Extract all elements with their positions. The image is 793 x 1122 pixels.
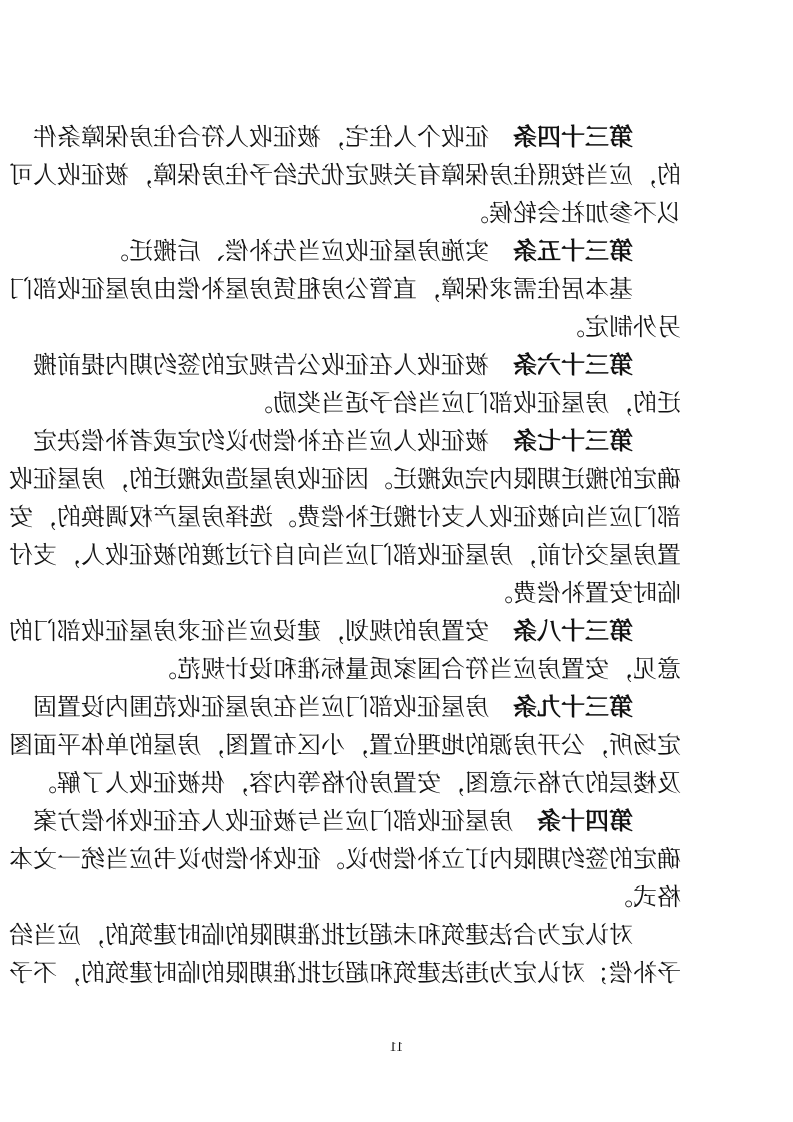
- body-line: 基本居住需求保障，直管公房租赁房屋补偿由房屋征收部门: [9, 275, 633, 303]
- body-line: 的，应当按照住房保障有关规定优先给予住房保障，被征收人可: [9, 161, 681, 189]
- article-heading: 第三十六条: [513, 351, 633, 379]
- article-text: 实施房屋征收应当先补偿、后搬迁。: [105, 237, 489, 265]
- article-text: 征收个人住宅，被征收人符合住房保障条件: [33, 123, 489, 151]
- body-line: 临时安置补偿费。: [489, 579, 681, 607]
- body-line: 以不参加社会轮候。: [465, 199, 681, 227]
- body-line: [33, 802, 681, 840]
- body-line: 及楼层的方格示意图，安置房价格等内容，供被征收人了解。: [33, 769, 681, 797]
- body-line: [33, 422, 681, 460]
- body-line: [33, 118, 681, 156]
- article-heading: 第三十四条: [513, 123, 633, 151]
- document-body: [9, 118, 681, 992]
- body-line: 迁的，房屋征收部门应当给予适当奖励。: [249, 389, 681, 417]
- article-text: 被征收人在征收公告规定的签约期内提前搬: [33, 351, 489, 379]
- body-line: 格式。: [609, 883, 681, 911]
- body-line: 部门应当向被征收人支付搬迁补偿费。选择房屋产权调换的，安: [9, 503, 681, 531]
- article-heading: 第三十八条: [513, 617, 633, 645]
- body-line: 确定的搬迁期限内完成搬迁。因征收房屋造成搬迁的，房屋征收: [9, 465, 681, 493]
- body-line: 意见，安置房应当符合国家质量标准和设计规范。: [153, 655, 681, 683]
- article-heading: 第三十九条: [513, 693, 633, 721]
- body-line: 置房屋交付前，房屋征收部门应当向自行过渡的被征收人，支付: [9, 541, 681, 569]
- article-text: 房屋征收部门应当与被征收人在征收补偿方案: [33, 807, 513, 835]
- article-text: 被征收人应当在补偿协议约定或者补偿决定: [33, 427, 489, 455]
- body-line: 定场所，公开房源的地理位置，小区布置图，房屋的单体平面图: [9, 731, 681, 759]
- body-line: 予补偿；对认定为违法建筑和超过批准期限的临时建筑的，不予: [9, 959, 681, 987]
- article-heading: 第三十五条: [513, 237, 633, 265]
- article-text: 房屋征收部门应当在房屋征收范围内设置固: [33, 693, 489, 721]
- body-line: 另外制定。: [561, 313, 681, 341]
- article-heading: 第三十七条: [513, 427, 633, 455]
- body-line: [9, 612, 681, 650]
- body-line: 对认定为合法建筑和未超过批准期限的临时建筑的，应当给: [9, 921, 633, 949]
- body-line: 确定的签约期限内订立补偿协议。征收补偿协议书应当统一文本: [9, 845, 681, 873]
- body-line: [33, 346, 681, 384]
- body-line: [33, 688, 681, 726]
- article-text: 安置房的规划，建设应当征求房屋征收部门的: [9, 617, 489, 645]
- article-heading: 第四十条: [537, 807, 633, 835]
- page-number: 11: [389, 1040, 404, 1055]
- body-line: [93, 232, 681, 270]
